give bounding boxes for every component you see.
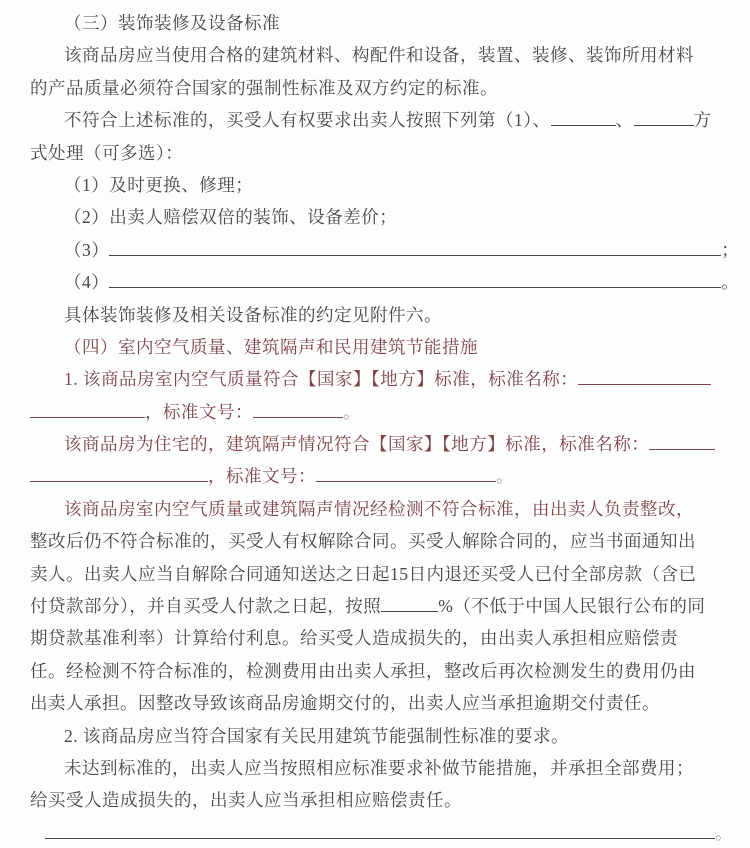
text-segment: 出卖人承担。因整改导致该商品房逾期交付的，出卖人应当承担逾期交付责任。 bbox=[30, 693, 660, 714]
para-remedy-line-2 bbox=[30, 137, 716, 169]
text-segment: 。 bbox=[496, 466, 514, 487]
clause-2-line-2 bbox=[30, 752, 716, 784]
clause-2-line-1 bbox=[30, 720, 716, 752]
text-segment: 1. 该商品房室内空气质量符合【国家】【地方】标准，标准名称： bbox=[64, 369, 579, 390]
blank-field bbox=[551, 110, 616, 127]
clause-2-line-3 bbox=[30, 784, 716, 816]
clause-1-line-5 bbox=[30, 493, 716, 525]
text-segment: 。 bbox=[343, 401, 361, 422]
para-materials-line-2 bbox=[30, 72, 716, 104]
text-segment: 、 bbox=[615, 110, 634, 131]
text-segment: 方 bbox=[693, 110, 712, 131]
text-segment: 该商品房室内空气质量或建筑隔声情况经检测不符合标准，由出卖人负责整改， bbox=[64, 498, 694, 519]
para-attachment-note bbox=[30, 299, 716, 331]
text-segment: ，标准文号： bbox=[208, 466, 316, 487]
text-segment: （3） bbox=[64, 239, 110, 260]
text-segment: （2）出卖人赔偿双倍的装饰、设备差价； bbox=[64, 207, 398, 228]
clause-1-line-7 bbox=[30, 558, 716, 590]
clause-1-line-3 bbox=[30, 428, 716, 460]
clause-1-line-9 bbox=[30, 622, 716, 654]
text-segment: 期贷款基准利率）计算给付利息。给买受人造成损失的，由出卖人承担相应赔偿责 bbox=[30, 628, 678, 649]
text-segment: ； bbox=[721, 239, 740, 260]
text-segment: 卖人。出卖人应当自解除合同通知送达之日起15日内退还买受人已付全部房款（含已 bbox=[30, 563, 697, 584]
remedy-item-2 bbox=[30, 201, 716, 233]
text-segment: （4） bbox=[64, 272, 110, 293]
text-segment: 该商品房应当使用合格的建筑材料、构配件和设备，装置、装修、装饰所用材料 bbox=[64, 45, 694, 66]
remedy-item-4 bbox=[30, 266, 740, 298]
remedy-item-1 bbox=[30, 169, 716, 201]
text-segment: 。 bbox=[715, 822, 733, 843]
text-segment: （1）及时更换、修理； bbox=[64, 174, 254, 195]
text-segment: 。 bbox=[721, 272, 740, 293]
text-segment: 整改后仍不符合标准的，买受人有权解除合同。买受人解除合同的，应当书面通知出 bbox=[30, 531, 696, 552]
blank-field bbox=[30, 466, 208, 483]
text-segment: 任。经检测不符合标准的，检测费用由出卖人承担，整改后再次检测发生的费用仍由 bbox=[30, 660, 696, 681]
text-segment: ，标准文号： bbox=[145, 401, 253, 422]
text-segment: 的产品质量必须符合国家的强制性标准及双方约定的标准。 bbox=[30, 77, 498, 98]
clause-1-line-11 bbox=[30, 687, 716, 719]
para-remedy-line-1 bbox=[30, 104, 716, 136]
text-segment: %（不低于中国人民银行公布的同 bbox=[438, 596, 706, 617]
clause-1-line-2 bbox=[30, 396, 716, 428]
text-segment: 付贷款部分），并自买受人付款之日起，按照 bbox=[30, 596, 382, 617]
blank-field bbox=[109, 239, 721, 256]
text-segment: 式处理（可多选）： bbox=[30, 142, 184, 163]
blank-field bbox=[253, 401, 343, 418]
blank-field bbox=[634, 110, 694, 127]
blank-field bbox=[30, 401, 145, 418]
text-segment: 未达到标准的，出卖人应当按照相应标准要求补做节能措施，并承担全部费用； bbox=[64, 757, 694, 778]
blank-field bbox=[578, 369, 711, 386]
bottom-fill-in-line bbox=[30, 817, 733, 848]
blank-field bbox=[316, 466, 496, 483]
clause-1-line-4 bbox=[30, 460, 716, 492]
text-segment: 不符合上述标准的，买受人有权要求出卖人按照下列第（1）、 bbox=[64, 110, 551, 131]
blank-field bbox=[45, 822, 715, 839]
text-segment: （三）装饰装修及设备标准 bbox=[64, 13, 280, 33]
text-segment: 给买受人造成损失的，出卖人应当承担相应赔偿责任。 bbox=[30, 790, 462, 811]
remedy-item-3 bbox=[30, 234, 740, 266]
section-3-heading bbox=[30, 7, 716, 39]
clause-1-line-6 bbox=[30, 525, 716, 557]
blank-field bbox=[649, 433, 715, 450]
para-materials-line-1 bbox=[30, 39, 716, 71]
text-segment: 该商品房为住宅的，建筑隔声情况符合【国家】【地方】标准，标准名称： bbox=[64, 434, 650, 455]
text-segment: （四）室内空气质量、建筑隔声和民用建筑节能措施 bbox=[64, 336, 478, 357]
text-segment: 2. 该商品房应当符合国家有关民用建筑节能强制性标准的要求。 bbox=[64, 725, 569, 746]
text-segment: 具体装饰装修及相关设备标准的约定见附件六。 bbox=[64, 304, 442, 325]
clause-1-line-8 bbox=[30, 590, 716, 622]
section-4-heading bbox=[30, 331, 716, 363]
blank-field bbox=[109, 272, 721, 289]
clause-1-line-1 bbox=[30, 363, 716, 395]
contract-text-body bbox=[30, 7, 740, 848]
clause-1-line-10 bbox=[30, 655, 716, 687]
blank-field bbox=[381, 595, 438, 612]
